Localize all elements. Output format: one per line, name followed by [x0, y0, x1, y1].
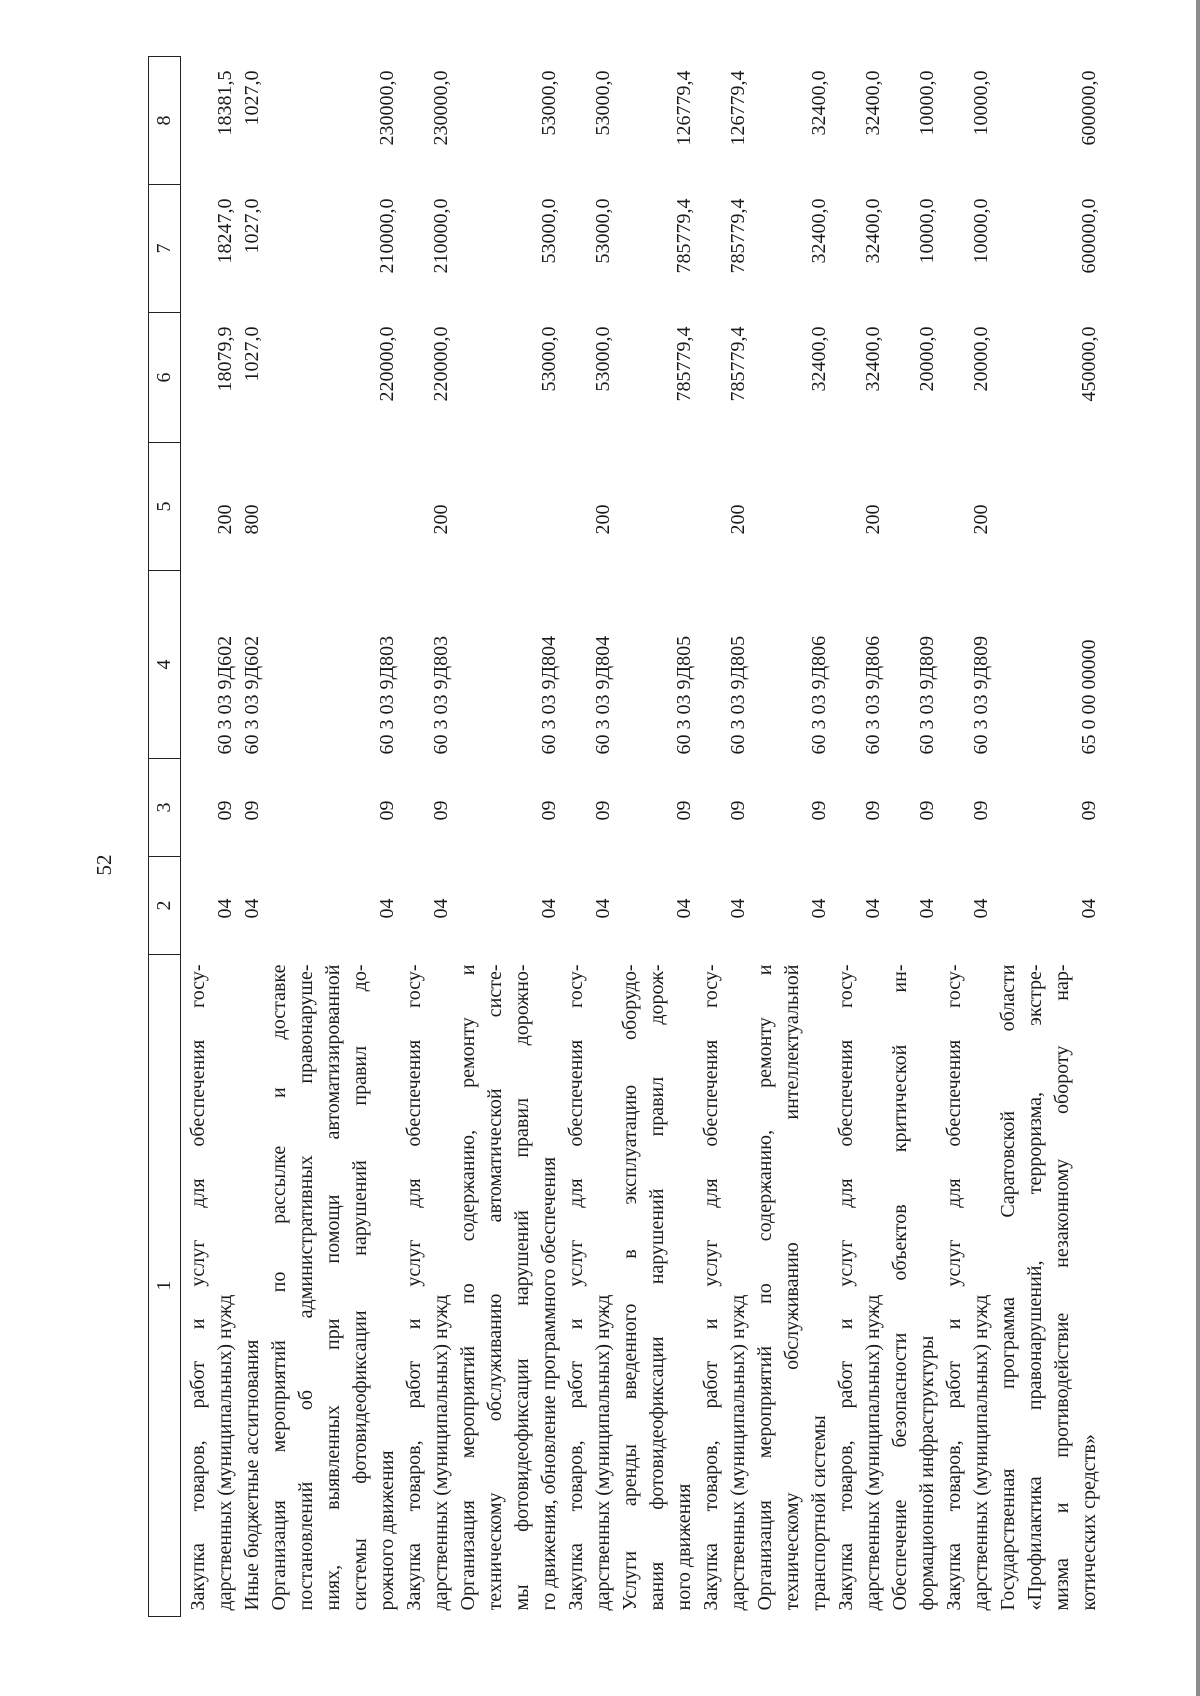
name-line: транспортной системы: [808, 1415, 830, 1611]
row-target-code-text: 60 3 03 9Д806: [862, 635, 884, 755]
row-value-col6-text: 20000,0: [916, 326, 938, 392]
name-line: мизма и противодействие незаконному обороту нар-: [1051, 964, 1073, 1611]
row-value-col7-text: 32400,0: [862, 198, 884, 264]
row-value-col6-text: 53000,0: [538, 326, 560, 392]
row-name: [617, 955, 698, 1617]
row-value-col8: [239, 57, 266, 185]
row-rz: [995, 857, 1103, 955]
row-target-code: [887, 571, 941, 759]
name-line: ного движения: [673, 1483, 695, 1611]
name-line: Закупка товаров, работ и услуг для обеспечения госу-: [403, 964, 425, 1611]
row-target-code-text: 65 0 00 00000: [1078, 639, 1100, 755]
header-col-5: 5: [149, 443, 181, 571]
row-rz: [181, 857, 240, 955]
name-line: вания фотовидеофиксации нарушений правил дорож-: [646, 964, 668, 1611]
header-row: [149, 57, 181, 1617]
row-value-col6-text: 1027,0: [241, 326, 263, 382]
row-vr-text: 200: [862, 504, 884, 535]
name-line: дарственных (муниципальных) нужд: [862, 1294, 884, 1611]
row-value-col8-text: 126779,4: [673, 70, 695, 146]
row-value-col6-text: 450000,0: [1078, 326, 1100, 402]
name-line: постановлений об административных правонаруше-: [295, 964, 317, 1611]
row-value-col6: [563, 313, 617, 443]
row-target-code: [995, 571, 1103, 759]
row-value-col7: [833, 185, 887, 313]
row-rz-text: 04: [214, 898, 236, 919]
table-row: [455, 57, 563, 1617]
row-rz: [698, 857, 752, 955]
row-rz: [563, 857, 617, 955]
row-value-col6: [833, 313, 887, 443]
row-value-col6: [455, 313, 563, 443]
row-rz-text: 04: [916, 898, 938, 919]
row-target-code: [617, 571, 698, 759]
row-vr-text: 200: [214, 504, 236, 535]
row-value-col6-text: 220000,0: [376, 326, 398, 402]
row-pr-text: 09: [970, 800, 992, 821]
name-line: Закупка товаров, работ и услуг для обеспечения госу-: [565, 964, 587, 1611]
row-pr-text: 09: [214, 800, 236, 821]
row-vr: [617, 443, 698, 571]
row-pr: [941, 759, 995, 857]
row-vr-text: [1076, 443, 1103, 535]
row-target-code: [455, 571, 563, 759]
row-pr-text: 09: [808, 800, 830, 821]
row-value-col7-text: 32400,0: [808, 198, 830, 264]
row-vr-text: 200: [727, 504, 749, 535]
row-rz-text: 04: [241, 898, 263, 919]
row-value-col8: [833, 57, 887, 185]
row-pr: [752, 759, 833, 857]
header-col-4: 4: [149, 571, 181, 759]
row-value-col6: [941, 313, 995, 443]
row-value-col8: [181, 57, 240, 185]
row-value-col7-text: 53000,0: [592, 198, 614, 264]
name-line: «Профилактика правонарушений, терроризма, экстре-: [1024, 964, 1046, 1611]
row-value-col6: [887, 313, 941, 443]
row-value-col6-text: 785779,4: [727, 326, 749, 402]
name-line: дарственных (муниципальных) нужд: [592, 1294, 614, 1611]
row-value-col8: [995, 57, 1103, 185]
row-target-code: [239, 571, 266, 759]
row-rz-text: 04: [808, 898, 830, 919]
table-row: [887, 57, 941, 1617]
row-value-col6-text: 20000,0: [970, 326, 992, 392]
header-col-8: 8: [149, 57, 181, 185]
row-value-col7: [752, 185, 833, 313]
row-target-code: [563, 571, 617, 759]
row-value-col6: [266, 313, 401, 443]
table-row: [239, 57, 266, 1617]
name-line: Организация мероприятий по содержанию, ремонту и: [754, 964, 776, 1611]
row-vr: [455, 443, 563, 571]
row-rz-text: 04: [376, 898, 398, 919]
row-pr: [181, 759, 240, 857]
header-col-7: 7: [149, 185, 181, 313]
header-col-3: 3: [149, 759, 181, 857]
row-vr: [698, 443, 752, 571]
row-vr: [239, 443, 266, 571]
row-target-code-text: 60 3 03 9Д804: [538, 635, 560, 755]
row-pr-text: 09: [916, 800, 938, 821]
row-target-code-text: 60 3 03 9Д602: [214, 635, 236, 755]
row-rz-text: 04: [862, 898, 884, 919]
row-rz: [887, 857, 941, 955]
row-name: [995, 955, 1103, 1617]
row-vr: [833, 443, 887, 571]
row-target-code: [266, 571, 401, 759]
row-value-col7: [995, 185, 1103, 313]
name-line: системы фотовидеофиксации нарушений правил до-: [349, 964, 371, 1611]
row-vr-text: [806, 443, 833, 535]
table-row: [752, 57, 833, 1617]
row-name: [941, 955, 995, 1617]
row-pr-text: 09: [727, 800, 749, 821]
row-value-col6: [239, 313, 266, 443]
table-row: [617, 57, 698, 1617]
row-rz-text: 04: [1078, 898, 1100, 919]
budget-table-sheet: [148, 57, 1200, 1617]
row-value-col8: [563, 57, 617, 185]
table-row: [995, 57, 1103, 1617]
row-value-col6: [995, 313, 1103, 443]
row-value-col7: [266, 185, 401, 313]
row-vr: [752, 443, 833, 571]
name-line: рожного движения: [376, 1450, 398, 1611]
row-vr: [887, 443, 941, 571]
row-target-code: [752, 571, 833, 759]
table-body: [181, 57, 1104, 1617]
row-target-code-text: 60 3 03 9Д805: [673, 635, 695, 755]
row-value-col8: [752, 57, 833, 185]
row-name: [239, 955, 266, 1617]
row-vr-text: [536, 443, 563, 535]
row-pr-text: 09: [1078, 800, 1100, 821]
row-value-col7-text: 10000,0: [970, 198, 992, 264]
row-value-col7-text: 600000,0: [1078, 198, 1100, 274]
row-vr-text: [671, 443, 698, 535]
row-rz-text: 04: [592, 898, 614, 919]
row-name: [455, 955, 563, 1617]
row-pr: [698, 759, 752, 857]
name-line: дарственных (муниципальных) нужд: [214, 1294, 236, 1611]
table-row: [698, 57, 752, 1617]
row-vr-text: 200: [430, 504, 452, 535]
name-line: Закупка товаров, работ и услуг для обеспечения госу-: [835, 964, 857, 1611]
row-target-code: [181, 571, 240, 759]
table-row: [833, 57, 887, 1617]
row-target-code-text: 60 3 03 9Д803: [376, 635, 398, 755]
row-value-col7: [887, 185, 941, 313]
row-value-col7: [617, 185, 698, 313]
row-vr-text: 200: [592, 504, 614, 535]
row-value-col6: [752, 313, 833, 443]
name-line: Государственная программа Саратовской области: [997, 964, 1019, 1611]
name-line: Закупка товаров, работ и услуг для обеспечения госу-: [943, 964, 965, 1611]
row-value-col7: [239, 185, 266, 313]
table-row: [401, 57, 455, 1617]
row-pr-text: 09: [592, 800, 614, 821]
row-name: [563, 955, 617, 1617]
name-line: дарственных (муниципальных) нужд: [430, 1294, 452, 1611]
name-line: дарственных (муниципальных) нужд: [727, 1294, 749, 1611]
row-value-col8-text: 53000,0: [592, 70, 614, 136]
row-vr-text: 800: [241, 504, 263, 535]
name-line: формационной инфраструктуры: [916, 1335, 938, 1611]
row-name: [181, 955, 240, 1617]
row-name: [266, 955, 401, 1617]
row-rz-text: 04: [538, 898, 560, 919]
row-pr: [239, 759, 266, 857]
row-pr-text: 09: [430, 800, 452, 821]
row-target-code: [401, 571, 455, 759]
row-value-col8: [455, 57, 563, 185]
row-pr-text: 09: [376, 800, 398, 821]
row-pr-text: 09: [862, 800, 884, 821]
row-pr: [455, 759, 563, 857]
row-rz-text: 04: [673, 898, 695, 919]
row-value-col8-text: 1027,0: [241, 70, 263, 126]
header-col-6: 6: [149, 313, 181, 443]
row-name: [698, 955, 752, 1617]
table-row: [563, 57, 617, 1617]
name-line: мы фотовидеофиксации нарушений правил дорожно-: [511, 964, 533, 1611]
row-value-col8-text: 126779,4: [727, 70, 749, 146]
row-value-col7-text: 10000,0: [916, 198, 938, 264]
name-line: Закупка товаров, работ и услуг для обеспечения госу-: [700, 964, 722, 1611]
row-value-col8-text: 18381,5: [214, 70, 236, 136]
row-rz-text: 04: [727, 898, 749, 919]
row-vr: [401, 443, 455, 571]
row-value-col6: [617, 313, 698, 443]
row-target-code-text: 60 3 03 9Д803: [430, 635, 452, 755]
row-pr: [563, 759, 617, 857]
row-vr-text: [374, 443, 401, 535]
row-rz-text: 04: [430, 898, 452, 919]
row-target-code: [941, 571, 995, 759]
row-name: [401, 955, 455, 1617]
name-line: техническому обслуживанию автоматической систе-: [484, 964, 506, 1611]
row-rz: [266, 857, 401, 955]
row-value-col8: [887, 57, 941, 185]
row-value-col7-text: 1027,0: [241, 198, 263, 254]
name-line: котических средств»: [1078, 1434, 1100, 1611]
row-value-col7-text: 785779,4: [727, 198, 749, 274]
row-vr-text: 200: [970, 504, 992, 535]
row-target-code-text: 60 3 03 9Д809: [916, 635, 938, 755]
row-value-col6-text: 785779,4: [673, 326, 695, 402]
row-value-col8-text: 10000,0: [970, 70, 992, 136]
row-value-col6-text: 32400,0: [808, 326, 830, 392]
table-row: [181, 57, 240, 1617]
table-row: [266, 57, 401, 1617]
row-value-col8: [698, 57, 752, 185]
row-value-col7-text: 18247,0: [214, 198, 236, 264]
name-line: го движения, обновление программного обеспечения: [538, 1156, 560, 1611]
name-line: Услуги аренды введенного в эксплуатацию оборудо-: [619, 964, 641, 1611]
name-line: Иные бюджетные ассигнования: [241, 1339, 263, 1611]
row-value-col8: [941, 57, 995, 185]
row-pr: [887, 759, 941, 857]
row-value-col6-text: 18079,9: [214, 326, 236, 392]
row-pr-text: 09: [241, 800, 263, 821]
row-value-col8-text: 10000,0: [916, 70, 938, 136]
row-vr: [266, 443, 401, 571]
row-value-col7: [941, 185, 995, 313]
row-vr: [563, 443, 617, 571]
row-value-col7: [455, 185, 563, 313]
name-line: Организация мероприятий по содержанию, ремонту и: [457, 964, 479, 1611]
row-value-col6-text: 220000,0: [430, 326, 452, 402]
row-value-col7-text: 210000,0: [376, 198, 398, 274]
row-target-code-text: 60 3 03 9Д806: [808, 635, 830, 755]
row-name: [887, 955, 941, 1617]
row-vr-text: [914, 443, 941, 535]
name-line: Закупка товаров, работ и услуг для обеспечения госу-: [187, 964, 209, 1611]
row-value-col7: [401, 185, 455, 313]
row-value-col8-text: 53000,0: [538, 70, 560, 136]
name-line: ниях, выявленных при помощи автоматизированной: [322, 964, 344, 1611]
budget-table: [148, 56, 1103, 1617]
name-line: Организация мероприятий по рассылке и доставке: [268, 964, 290, 1611]
row-value-col6: [181, 313, 240, 443]
row-value-col7: [698, 185, 752, 313]
row-value-col8: [401, 57, 455, 185]
budget-table-rotated: [148, 57, 1200, 1617]
name-line: дарственных (муниципальных) нужд: [970, 1294, 992, 1611]
row-value-col7-text: 785779,4: [673, 198, 695, 274]
header-col-2: 2: [149, 857, 181, 955]
row-value-col8-text: 230000,0: [430, 70, 452, 146]
row-target-code: [698, 571, 752, 759]
header-col-1: 1: [149, 955, 181, 1617]
row-rz: [752, 857, 833, 955]
row-rz: [239, 857, 266, 955]
row-vr: [181, 443, 240, 571]
row-value-col8: [266, 57, 401, 185]
row-target-code-text: 60 3 03 9Д602: [241, 635, 263, 755]
row-name: [752, 955, 833, 1617]
row-pr-text: 09: [538, 800, 560, 821]
row-pr: [995, 759, 1103, 857]
row-vr: [941, 443, 995, 571]
row-rz: [617, 857, 698, 955]
row-value-col6-text: 53000,0: [592, 326, 614, 392]
row-pr: [617, 759, 698, 857]
row-value-col6: [401, 313, 455, 443]
row-rz: [941, 857, 995, 955]
row-value-col6: [698, 313, 752, 443]
row-value-col7-text: 210000,0: [430, 198, 452, 274]
row-value-col8-text: 600000,0: [1078, 70, 1100, 146]
row-pr: [833, 759, 887, 857]
row-value-col8-text: 32400,0: [808, 70, 830, 136]
row-target-code-text: 60 3 03 9Д804: [592, 635, 614, 755]
row-name: [833, 955, 887, 1617]
row-rz: [455, 857, 563, 955]
row-rz: [401, 857, 455, 955]
row-value-col8: [617, 57, 698, 185]
row-value-col7: [563, 185, 617, 313]
page-number: 52: [92, 854, 116, 876]
row-vr: [995, 443, 1103, 571]
row-value-col7: [181, 185, 240, 313]
row-value-col8-text: 32400,0: [862, 70, 884, 136]
row-value-col6-text: 32400,0: [862, 326, 884, 392]
row-rz: [833, 857, 887, 955]
table-row: [941, 57, 995, 1617]
row-pr: [401, 759, 455, 857]
row-pr: [266, 759, 401, 857]
row-value-col7-text: 53000,0: [538, 198, 560, 264]
row-pr-text: 09: [673, 800, 695, 821]
name-line: техническому обслуживанию интеллектуальной: [781, 964, 803, 1611]
row-target-code-text: 60 3 03 9Д805: [727, 635, 749, 755]
row-value-col8-text: 230000,0: [376, 70, 398, 146]
row-target-code-text: 60 3 03 9Д809: [970, 635, 992, 755]
row-rz-text: 04: [970, 898, 992, 919]
row-target-code: [833, 571, 887, 759]
name-line: Обеспечение безопасности объектов критической ин-: [889, 964, 911, 1611]
